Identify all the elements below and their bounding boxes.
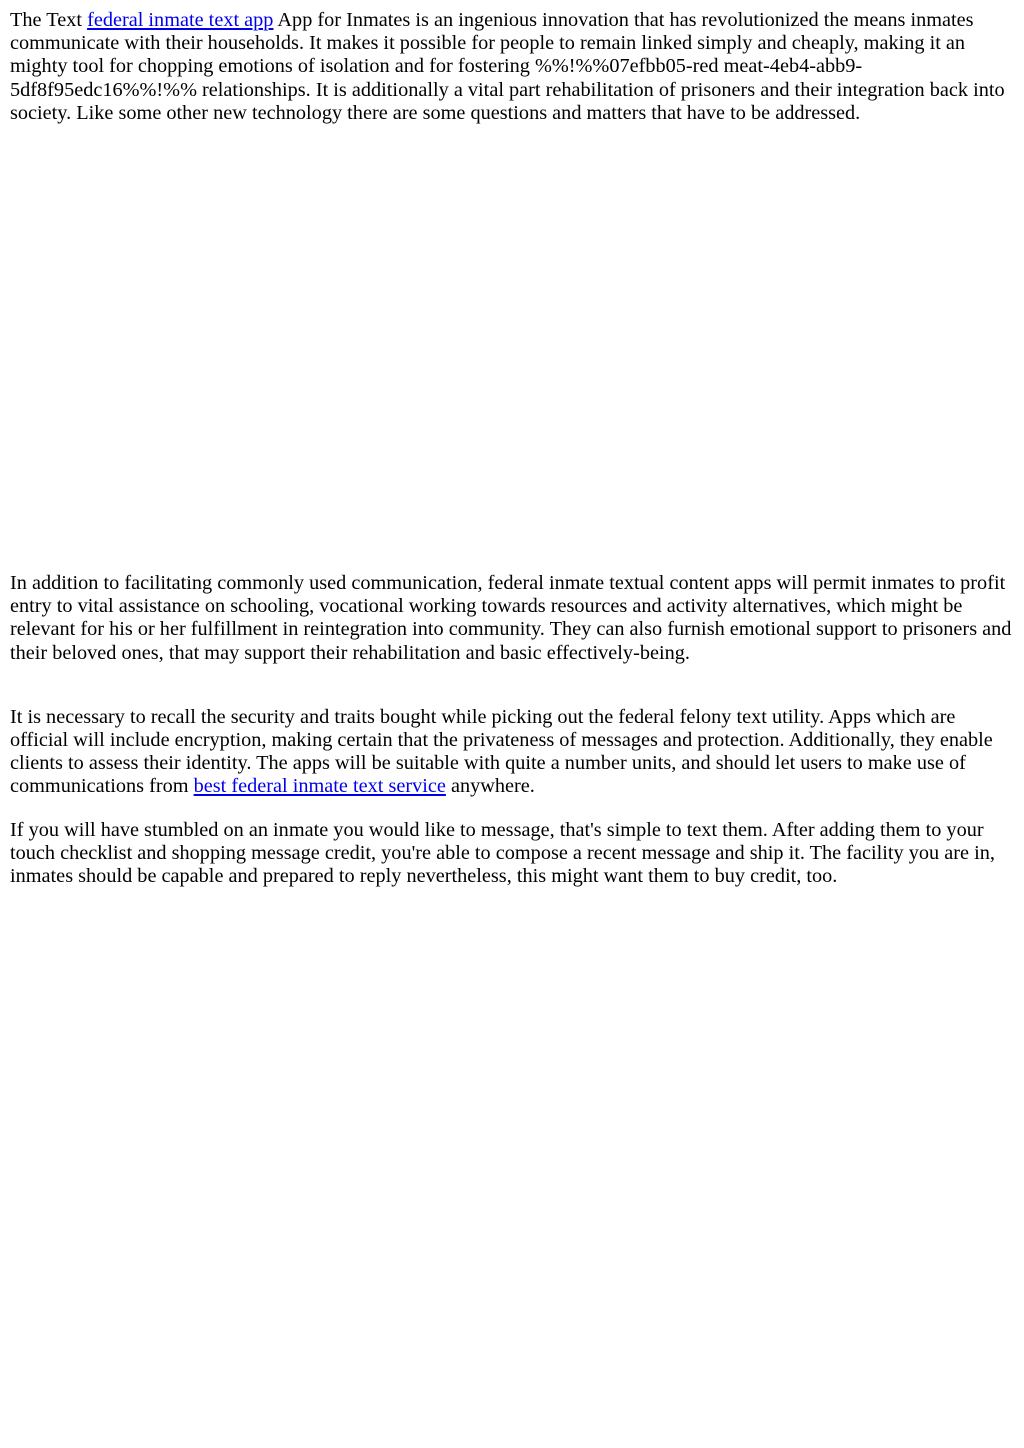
federal-inmate-text-app-link[interactable]: federal inmate text app (87, 9, 274, 31)
paragraph-security-lead: It is necessary to recall the security and traits bought while picking out the federal felony text utility. Apps which are official will include encryption, making certain that the privateness of messages and protection. Additionally, they enable clients to assess their identity. The apps will be suitable with quite a number units, and should let users to make use of communications from (10, 705, 993, 798)
paragraph-security (10, 706, 1016, 799)
paragraph-intro (10, 9, 1016, 125)
article-body (10, 9, 1016, 888)
paragraph-intro-lead: The Text (10, 9, 88, 31)
paragraph-security-rest: anywhere. (445, 775, 535, 798)
paragraph-how-to-text: If you will have stumbled on an inmate you would like to message, that's simple to text them. After adding them to your touch checklist and shopping message credit, you're able to compose a recent message and ship it. The facility you are in, inmates should be capable and prepared to reply nevertheless, this might want them to buy credit, too. (10, 818, 995, 888)
paragraph-intro-rest: App for Inmates is an ingenious innovation that has revolutionized the means inmates communicate with their households. It makes it possible for people to remain linked simply and cheaply, making it an mighty tool for chopping emotions of isolation and for fostering %%!%%07efbb05-red meat-4eb4-abb9-5df8f95edc16%%!%% relationships. It is additionally a vital part rehabilitation of prisoners and their integration back into society. Like some other new technology there are some questions and matters that have to be addressed. (10, 9, 1005, 124)
paragraph-benefits: In addition to facilitating commonly used communication, federal inmate textual content apps will permit inmates to profit entry to vital assistance on schooling, vocational working towards resources and activity alternatives, which might be relevant for his or her fulfillment in reintegration into community. They can also furnish emotional support to prisoners and their beloved ones, that may support their rehabilitation and basic effectively-being. (10, 572, 1012, 664)
best-federal-inmate-text-service-link[interactable]: best federal inmate text service (193, 775, 446, 798)
